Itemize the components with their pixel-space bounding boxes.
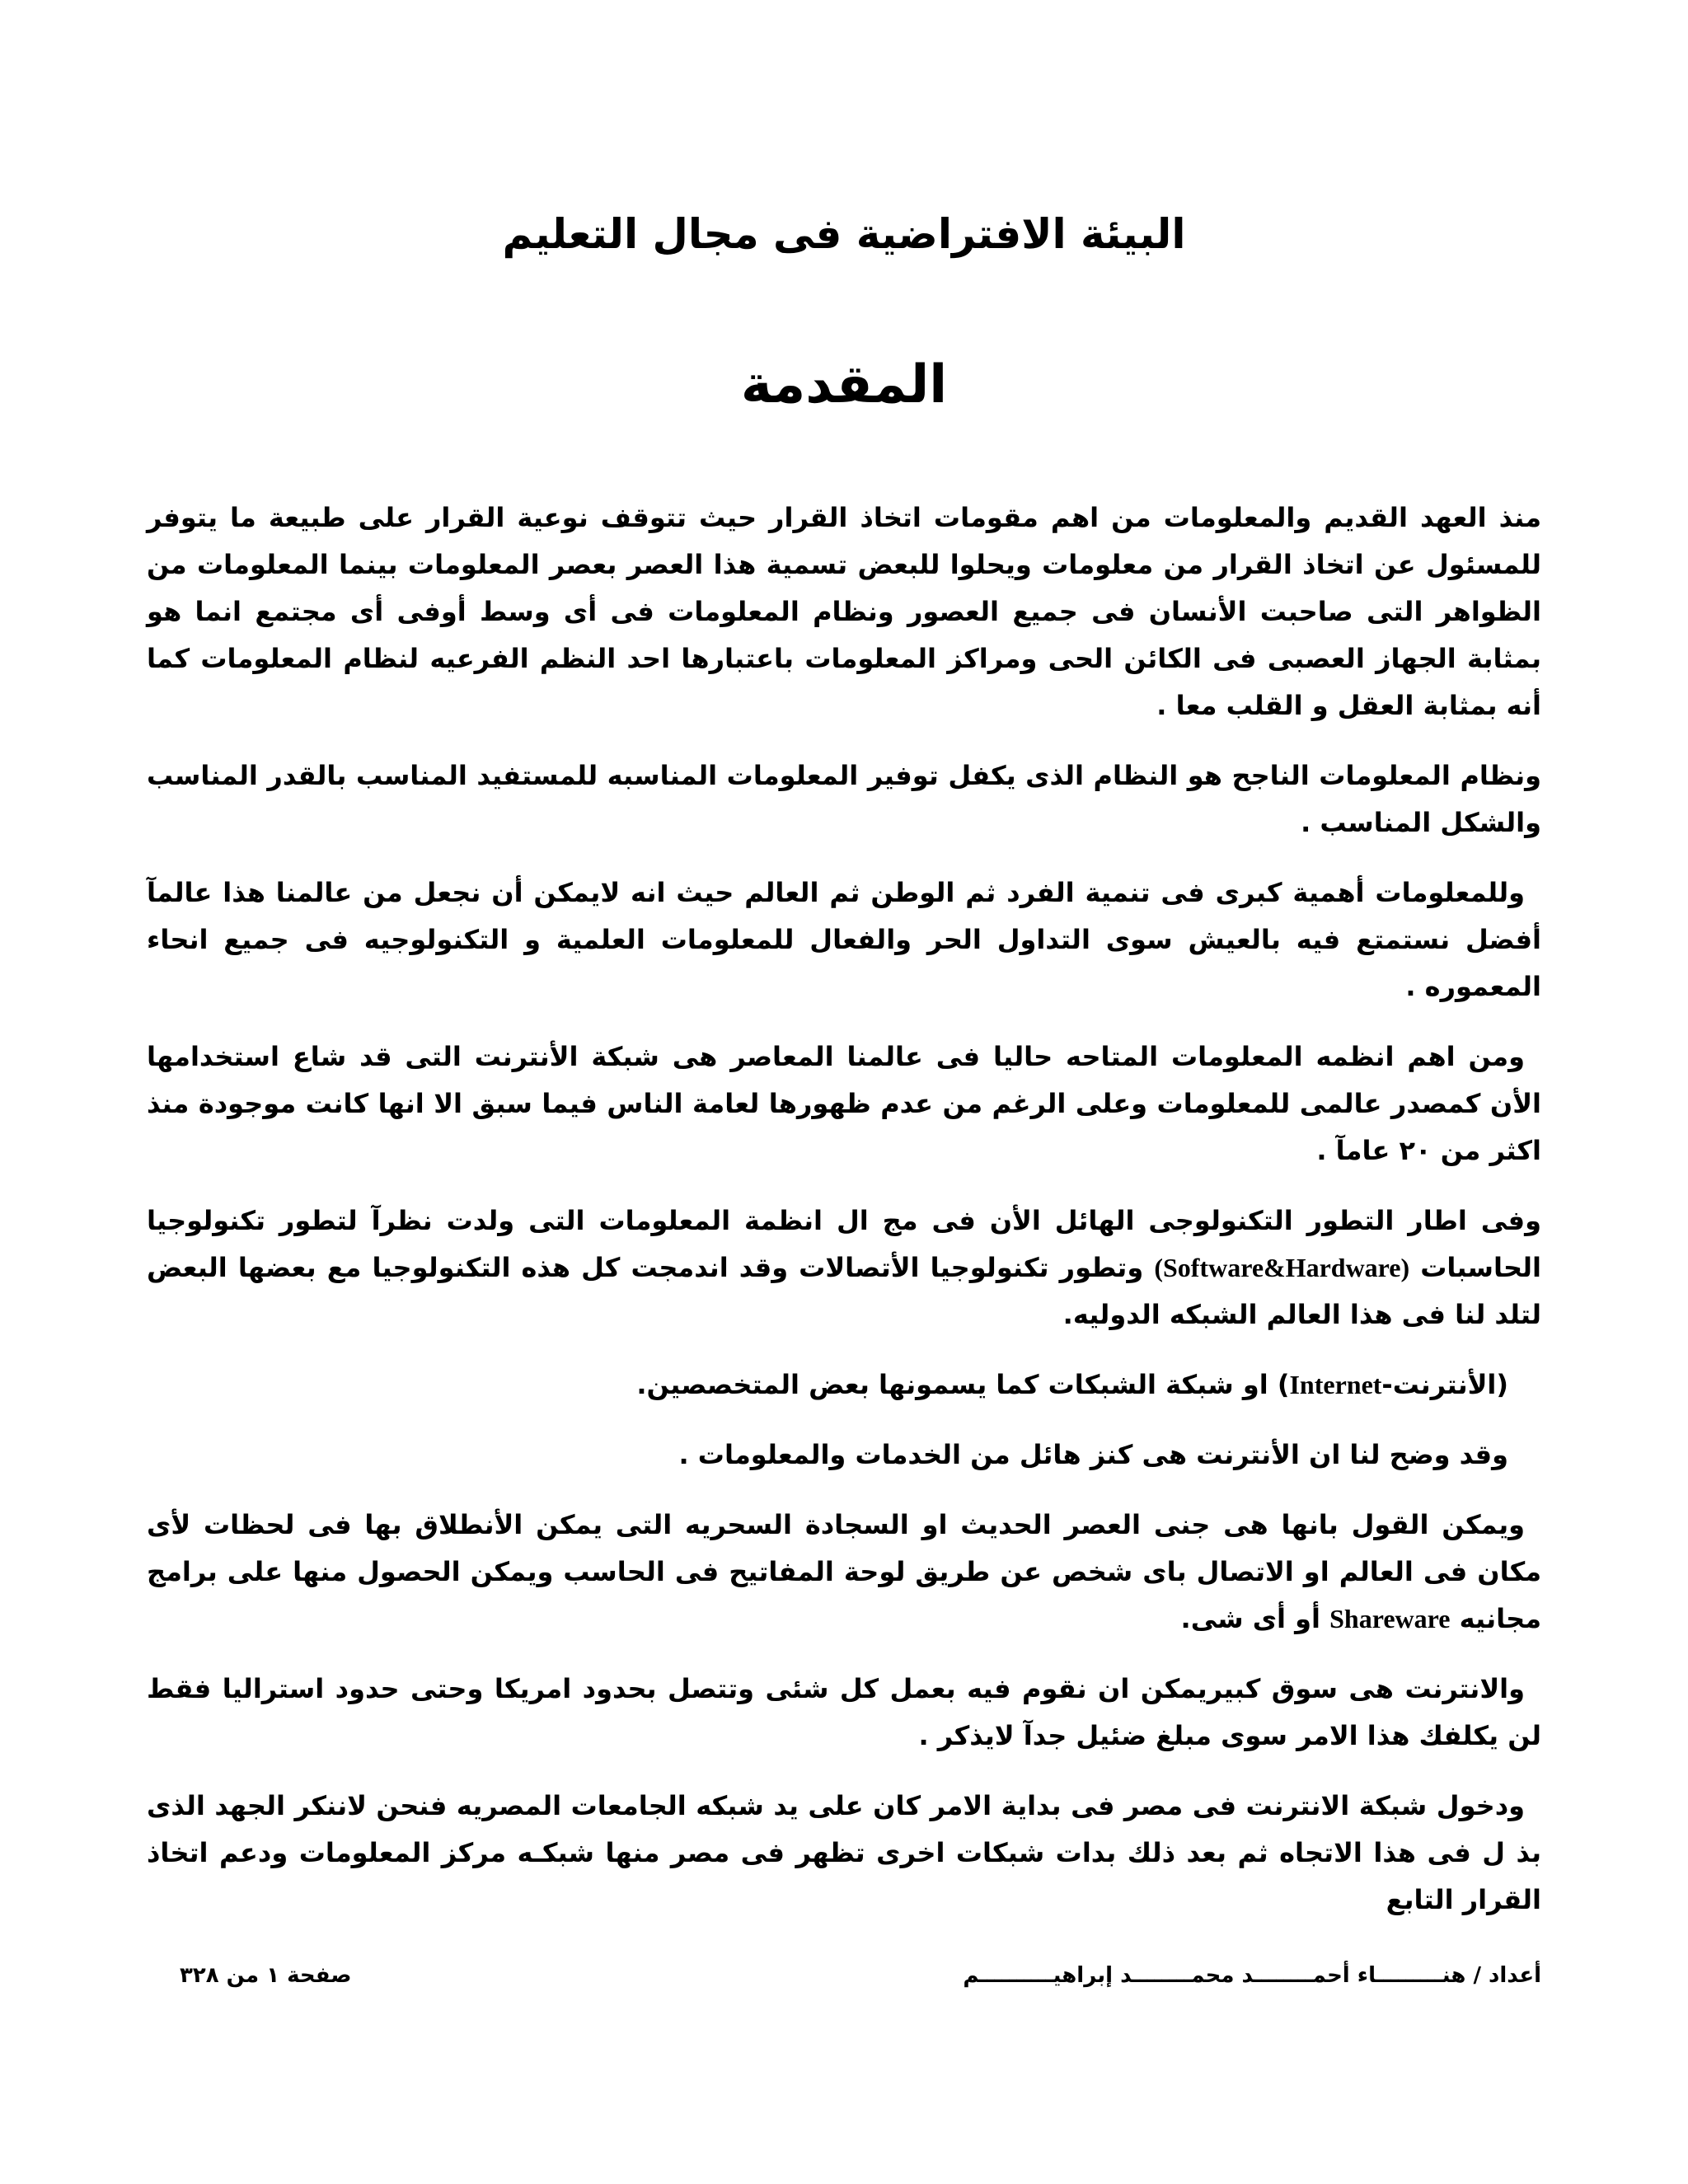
paragraph-6-text-after: ) او شبكة الشبكات كما يسمونها بعض المتخصصين. xyxy=(636,1369,1290,1400)
paragraph-1: منذ العهد القديم والمعلومات من اهم مقومات اتخاذ القرار حيث تتوقف نوعية القرار على طبيعة ما يتوفر للمسئول عن اتخاذ القرار من معلومات ويحلوا للبعض تسمية هذا العصر بعصر المعلومات بينما المعلومات من الظواهر التى صاحبت الأنسان فى جميع العصور ونظام المعلومات فى أى وسط أوفى أى مجتمع انما هو بمثابة الجهاز العصبى فى الكائن الحى ومراكز المعلومات باعتبارها احد النظم الفرعيه لنظام المعلومات كما أنه بمثابة العقل و القلب معا . xyxy=(147,502,1541,721)
page-footer xyxy=(147,1963,1541,2004)
document-title: البيئة الافتراضية فى مجال التعليم xyxy=(502,210,1186,258)
paragraph-6 xyxy=(147,1361,1541,1408)
paragraph-5-text-before: وفى اطار التطور التكنولوجى الهائل الأن فى مج ال انظمة المعلومات التى ولدت نظرآ لتطور تكنولوجيا الحاسبات xyxy=(147,1205,1542,1283)
paragraph-7: وقد وضح لنا ان الأنترنت هى كنز هائل من الخدمات والمعلومات . xyxy=(678,1439,1508,1470)
footer-author: أعداد / هنـــــــــاء أحمــــــــد محمــــــــد إبراهيــــــــــم xyxy=(963,1963,1541,1988)
paragraph-8-text-before: ويمكن القول بانها هى جنى العصر الحديث او السجادة السحريه التى يمكن الأنطلاق بها فى لحظات لأى مكان فى العالم او الاتصال باى شخص عن طريق لوحة المفاتيح فى الحاسب ويمكن الحصول منها على برامج مجانيه xyxy=(147,1509,1541,1634)
document-body xyxy=(147,494,1541,1947)
paragraph-10: ودخول شبكة الانترنت فى مصر فى بداية الامر كان على يد شبكه الجامعات المصريه فنحن لاننكر الجهد الذى بذ ل فى هذا الاتجاه ثم بعد ذلك بدات شبكات اخرى تظهر فى مصر منها شبكـه مركز المعلومات ودعم اتخاذ القرار التابع xyxy=(147,1790,1541,1915)
paragraph-8-text-after: أو أى شى. xyxy=(1180,1603,1330,1634)
paragraph-8-latin-term: Shareware xyxy=(1329,1604,1451,1633)
paragraph-5 xyxy=(147,1197,1541,1338)
section-heading: المقدمة xyxy=(740,354,948,415)
paragraph-6-text-before: (الأنترنت- xyxy=(1381,1369,1508,1400)
paragraph-4: ومن اهم انظمه المعلومات المتاحه حاليا فى عالمنا المعاصر هى شبكة الأنترنت التى قد شاع استخدامها الأن كمصدر عالمى للمعلومات وعلى الرغم من عدم ظهورها لعامة الناس فيما سبق الا انها كانت موجودة منذ اكثر من ٢٠ عامآ . xyxy=(147,1041,1541,1166)
paragraph-6-latin-term: Internet xyxy=(1289,1370,1382,1399)
paragraph-5-text-after: وتطور تكنولوجيا الأتصالات وقد اندمجت كل هذه التكنولوجيا مع بعضها البعض لتلد لنا فى هذا العالم الشبكه الدوليه. xyxy=(147,1252,1541,1330)
paragraph-5-latin-term: (Software&Hardware) xyxy=(1154,1253,1410,1282)
paragraph-2: ونظام المعلومات الناجح هو النظام الذى يكفل توفير المعلومات المناسبه للمستفيد المناسب بالقدر المناسب والشكل المناسب . xyxy=(147,760,1541,838)
paragraph-8 xyxy=(147,1502,1541,1643)
paragraph-3: وللمعلومات أهمية كبرى فى تنمية الفرد ثم الوطن ثم العالم حيث انه لايمكن أن نجعل من عالمنا هذا عالمآ أفضل نستمتع فيه بالعيش سوى التداول الحر والفعال للمعلومات العلمية و التكنولوجيه فى جميع انحاء المعموره . xyxy=(147,877,1541,1002)
paragraph-9: والانترنت هى سوق كبيريمكن ان نقوم فيه بعمل كل شئى وتتصل بحدود امريكا وحتى حدود استراليا فقط لن يكلفك هذا الامر سوى مبلغ ضئيل جدآ لايذكر . xyxy=(147,1673,1541,1751)
footer-page-number: صفحة ١ من ٣٢٨ xyxy=(180,1963,352,1988)
